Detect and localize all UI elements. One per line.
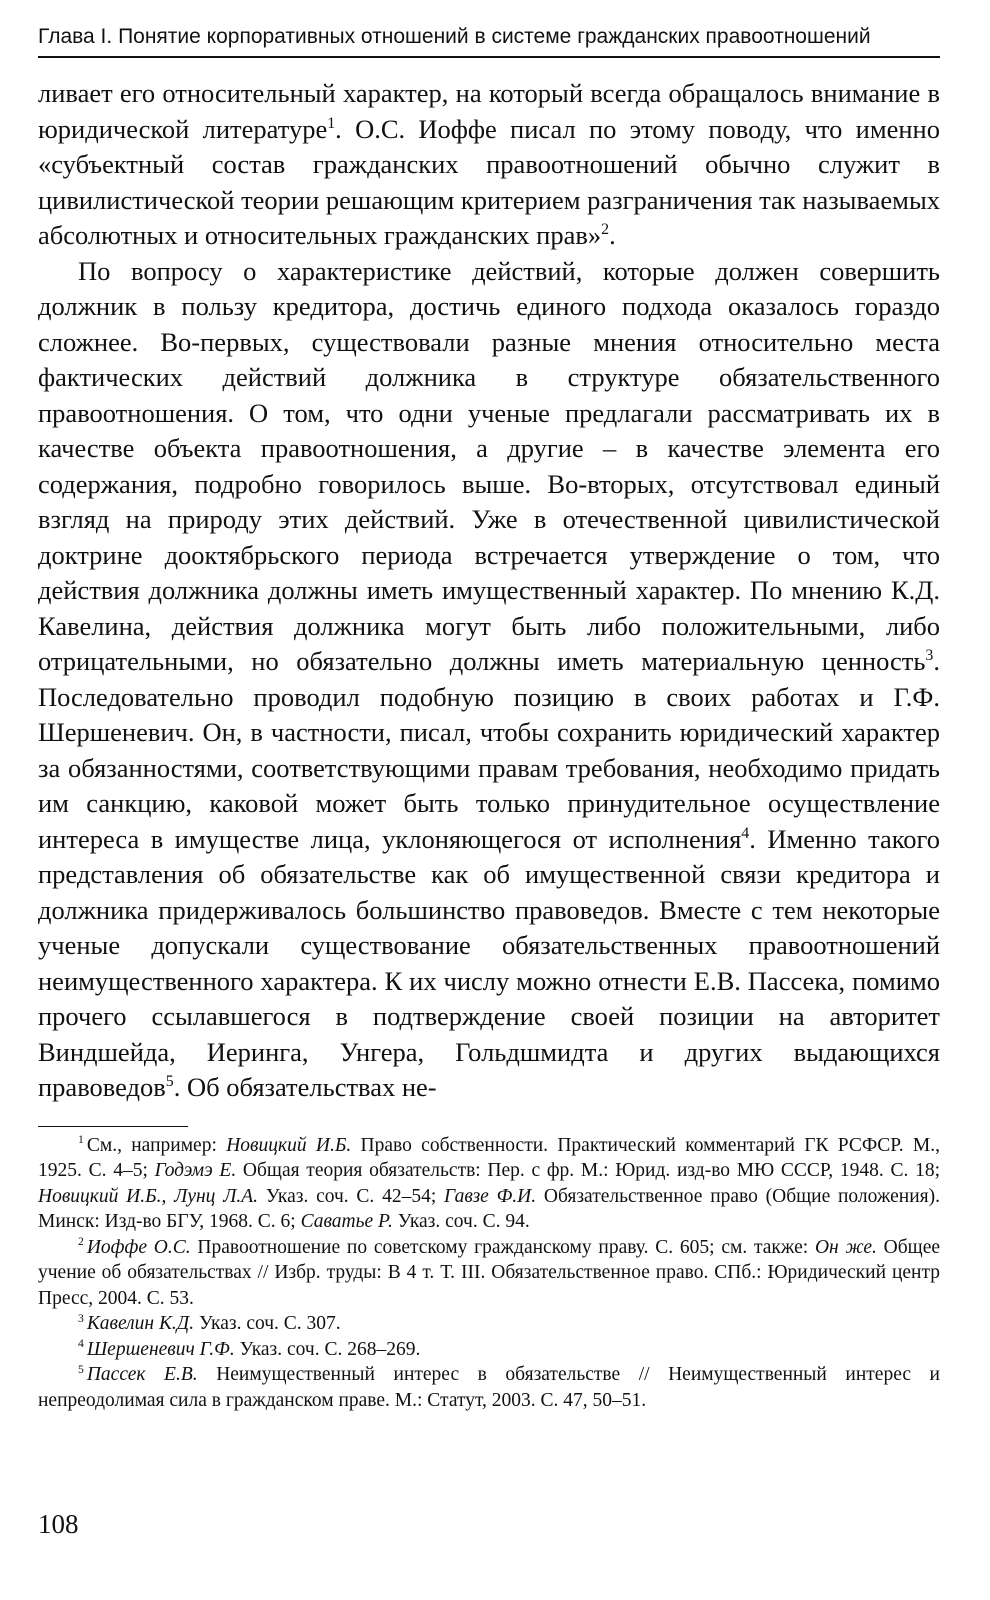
footnote-reference: 1 — [327, 114, 336, 132]
cited-author: Кавелин К.Д. — [86, 1313, 195, 1334]
cited-author: Пассек Е.В. — [86, 1364, 198, 1385]
footnote-mark: 4 — [78, 1337, 84, 1350]
text-run: Указ. соч. С. 42–54; — [258, 1185, 444, 1207]
text-run: См., например: — [86, 1134, 227, 1156]
text-run: . — [609, 220, 616, 250]
text-run: ливает его относительный характер, на который всегда обращалось внимание в юридической литературе — [38, 78, 940, 144]
cited-author: Шершеневич Г.Ф. — [86, 1338, 235, 1360]
text-run: Указ. соч. С. 94. — [392, 1211, 530, 1232]
text-run: Указ. соч. С. 307. — [194, 1313, 341, 1334]
body-text — [38, 76, 940, 1106]
footnote-reference: 2 — [601, 221, 610, 239]
cited-author: Он же. — [814, 1236, 877, 1258]
body-paragraph — [38, 76, 940, 254]
cited-author: Гавзе Ф.И. — [444, 1185, 537, 1207]
footnote — [38, 1337, 940, 1363]
footnote-mark: 5 — [78, 1362, 84, 1376]
footnote — [38, 1133, 940, 1235]
footnote-mark: 3 — [78, 1311, 84, 1325]
text-run: По вопросу о характеристике действий, которые должен совершить должник в пользу кредитора, достичь единого подхода оказалось гораздо сложнее. Во-первых, существовали разные мнения относительно места фактических действий должника в структуре обязательственного правоотношения. О том, что одни ученые предлагали рассматривать их в качестве объекта правоотношения, а другие – в качестве элемента его содержания, подробно говорилось выше. Во-вторых, отсутствовал единый взгляд на природу этих действий. Уже в отечественной цивилистической доктрине дооктябрьского периода встречается утверждение о том, что действия должника должны иметь имущественный характер. По мнению К.Д. Кавелина, действия должника могут быть либо положительными, либо отрицательными, но обязательно должны иметь материальную ценность — [38, 255, 940, 676]
footnote-mark: 2 — [78, 1235, 84, 1248]
footnote-mark: 1 — [78, 1133, 84, 1146]
footnote-reference: 3 — [925, 647, 934, 665]
cited-author: Годэмэ Е. — [154, 1160, 237, 1181]
footnote — [38, 1235, 940, 1312]
text-run: Общая теория обязательств: Пер. с фр. М.: Юрид. изд-во МЮ СССР, 1948. С. 18; — [236, 1160, 940, 1181]
footnote — [38, 1362, 940, 1413]
footnote-reference: 5 — [165, 1073, 174, 1091]
cited-author: Саватье Р. — [300, 1211, 393, 1232]
cited-author: Новицкий И.Б., Лунц Л.А. — [38, 1185, 259, 1207]
footnote-separator — [38, 1126, 188, 1127]
text-run: Правоотношение по советскому гражданскому праву. С. 605; см. также: — [190, 1236, 815, 1258]
text-run: . Именно такого представления об обязательстве как об имущественной связи кредитора и должника придерживалось большинство правоведов. Вместе с тем некоторые ученые допускали существование обязательственных правоотношений неимущественного характера. К их числу можно отнести Е.В. Пассека, помимо прочего ссылавшегося в подтверждение своей позиции на авторитет Виндшейда, Иеринга, Унгера, Гольдшмидта и других выдающихся правоведов — [38, 823, 941, 1102]
footnote — [38, 1311, 940, 1337]
text-run: . Об обязательствах не- — [173, 1072, 437, 1102]
text-run: Общее учение об обязательствах // Избр. труды: В 4 т. Т. III. Обязательственное право. СПб.: Юридический центр Пресс, 2004. С. 53. — [38, 1236, 941, 1309]
text-run: . Последовательно проводил подобную позицию в своих работах и Г.Ф. Шершеневич. Он, в частности, писал, чтобы сохранить юридический характер за обязанностями, соответствующими правам требования, необходимо придать им санкцию, каковой может быть только принудительное осуществление интереса в имуществе лица, уклоняющегося от исполнения — [38, 646, 940, 854]
page-number: 108 — [38, 1509, 79, 1539]
body-paragraph — [38, 254, 940, 1106]
footnotes — [38, 1133, 940, 1414]
running-head: Глава I. Понятие корпоративных отношений в системе гражданских правоотношений — [38, 24, 940, 58]
text-run: Неимущественный интерес в обязательстве // Неимущественный интерес и непреодолимая сила в гражданском праве. М.: Статут, 2003. С. 47, 50–51. — [38, 1364, 940, 1411]
text-run: Указ. соч. С. 268–269. — [234, 1338, 421, 1360]
footnote-reference: 4 — [741, 824, 750, 842]
text-run: Обязательственное право (Общие положения). Минск: Изд-во БГУ, 1968. С. 6; — [38, 1185, 940, 1232]
cited-author: Новицкий И.Б. — [226, 1134, 352, 1156]
cited-author: Иоффе О.С. — [86, 1236, 191, 1258]
text-run: Право собственности. Практический комментарий ГК РСФСР. М., 1925. С. 4–5; — [38, 1134, 940, 1181]
text-run: . О.С. Иоффе писал по этому поводу, что именно «субъектный состав гражданских правоотношений обычно служит в цивилистической теории решающим критерием разграничения так называемых абсолютных и относительных гражданских прав» — [38, 113, 940, 250]
